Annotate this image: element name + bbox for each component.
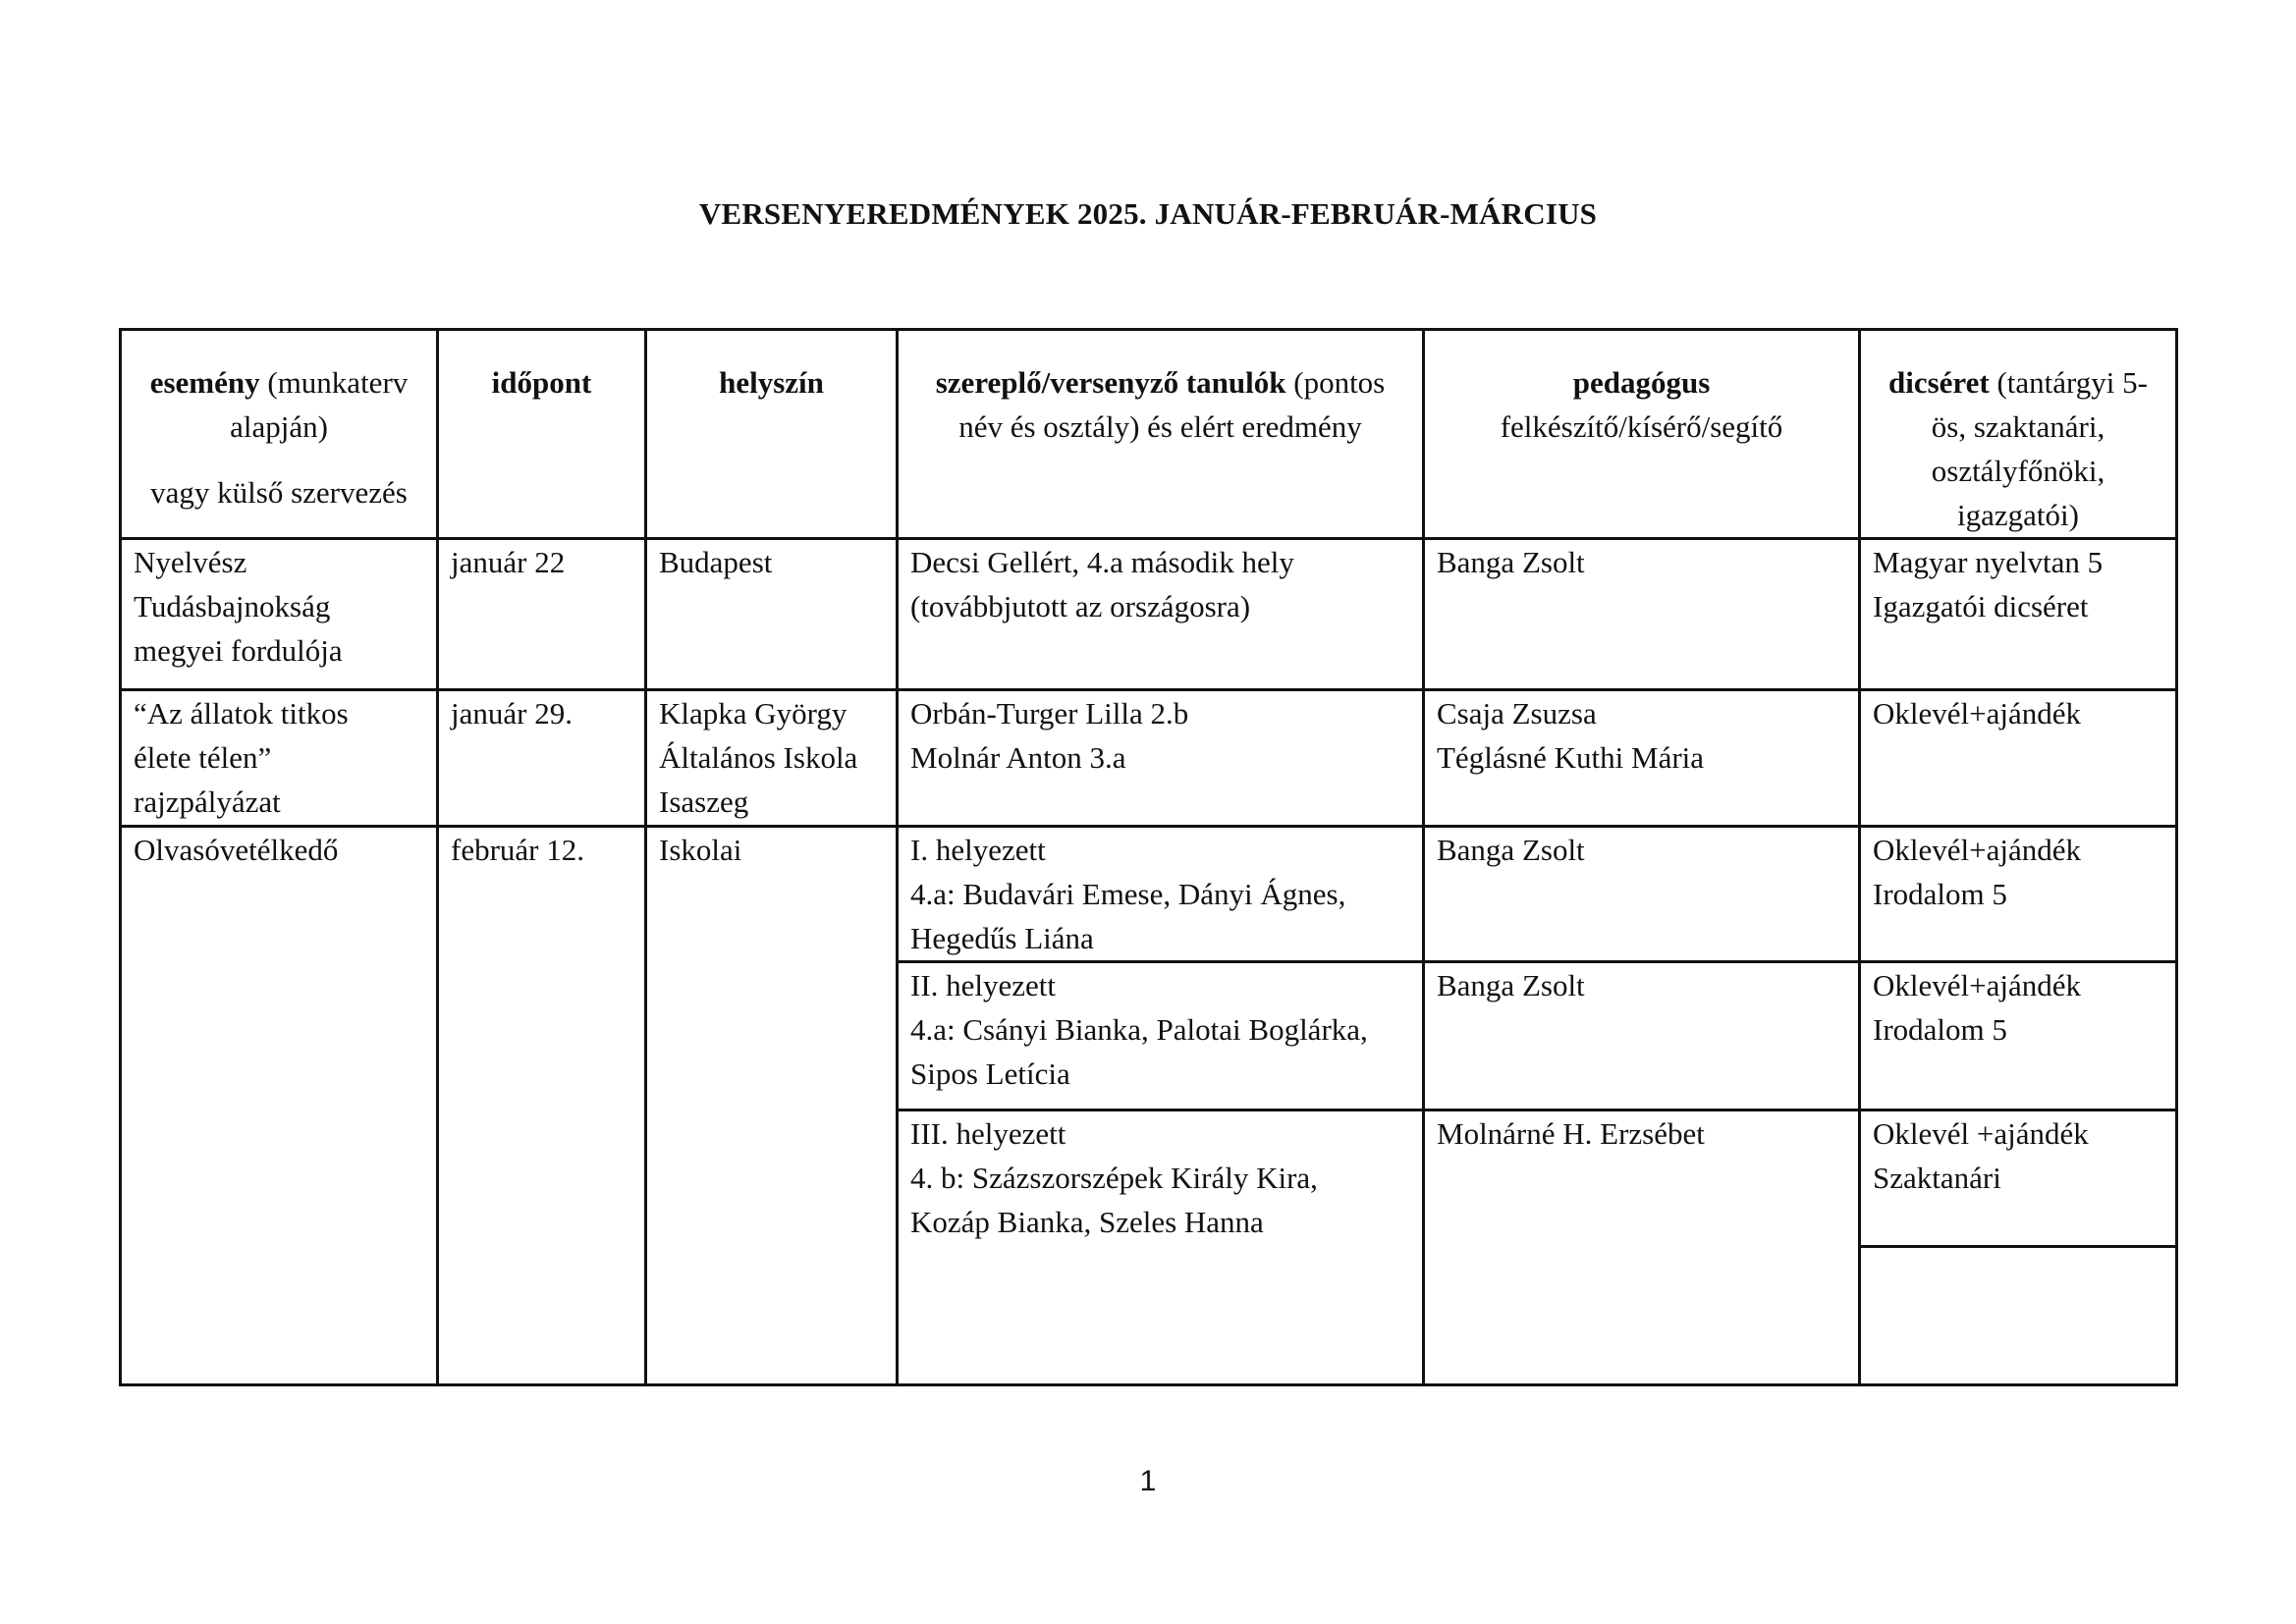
header-students: szereplő/versenyző tanulók (pontos név és osztály) és elért eredmény [898, 330, 1424, 539]
header-date: időpont [438, 330, 646, 539]
teacher-cell: Banga Zsolt [1424, 539, 1860, 690]
praise-cell-empty [1861, 1245, 2175, 1383]
header-row [121, 330, 2177, 539]
teacher-cell: Banga Zsolt [1424, 827, 1860, 962]
header-praise: dicséret (tantárgyi 5-ös, szaktanári, osztályfőnöki, igazgatói) [1860, 330, 2177, 539]
table-row [121, 827, 2177, 962]
students-cell: Decsi Gellért, 4.a második hely (továbbjutott az országosra) [898, 539, 1424, 690]
praise-cell: Magyar nyelvtan 5 Igazgatói dicséret [1860, 539, 2177, 690]
place-cell: Klapka György Általános Iskola Isaszeg [646, 690, 898, 827]
page-number: 1 [1139, 1465, 1157, 1497]
praise-cell: Oklevél+ajándék Irodalom 5 [1860, 962, 2177, 1110]
date-cell: január 29. [438, 690, 646, 827]
header-event: esemény (munkaterv alapján) vagy külső szervezés [121, 330, 438, 539]
praise-cell: Oklevél+ajándék [1860, 690, 2177, 827]
students-cell: Orbán-Turger Lilla 2.b Molnár Anton 3.a [898, 690, 1424, 827]
teacher-cell: Csaja Zsuzsa Téglásné Kuthi Mária [1424, 690, 1860, 827]
event-cell: Nyelvész Tudásbajnokság megyei fordulója [121, 539, 438, 690]
students-cell: II. helyezett 4.a: Csányi Bianka, Palotai Boglárka, Sipos Letícia [898, 962, 1424, 1110]
event-cell: Olvasóvetélkedő [121, 827, 438, 1385]
header-teacher: pedagógus felkészítő/kísérő/segítő [1424, 330, 1860, 539]
page-title: VERSENYEREDMÉNYEK 2025. JANUÁR-FEBRUÁR-MÁRCIUS [698, 196, 1598, 231]
place-cell: Iskolai [646, 827, 898, 1385]
students-cell: I. helyezett 4.a: Budavári Emese, Dányi Ágnes, Hegedűs Liána [898, 827, 1424, 962]
date-cell: január 22 [438, 539, 646, 690]
header-place: helyszín [646, 330, 898, 539]
date-cell: február 12. [438, 827, 646, 1385]
place-cell: Budapest [646, 539, 898, 690]
students-cell: III. helyezett 4. b: Százszorszépek Király Kira, Kozáp Bianka, Szeles Hanna [898, 1110, 1424, 1385]
results-table [119, 328, 2178, 1386]
praise-cell-upper: Oklevél +ajándék Szaktanári [1873, 1116, 2089, 1195]
event-cell: “Az állatok titkos élete télen” rajzpályázat [121, 690, 438, 827]
praise-cell [1860, 1110, 2177, 1385]
teacher-cell: Molnárné H. Erzsébet [1424, 1110, 1860, 1385]
teacher-cell: Banga Zsolt [1424, 962, 1860, 1110]
praise-cell: Oklevél+ajándék Irodalom 5 [1860, 827, 2177, 962]
table-row [121, 539, 2177, 690]
table-row [121, 690, 2177, 827]
